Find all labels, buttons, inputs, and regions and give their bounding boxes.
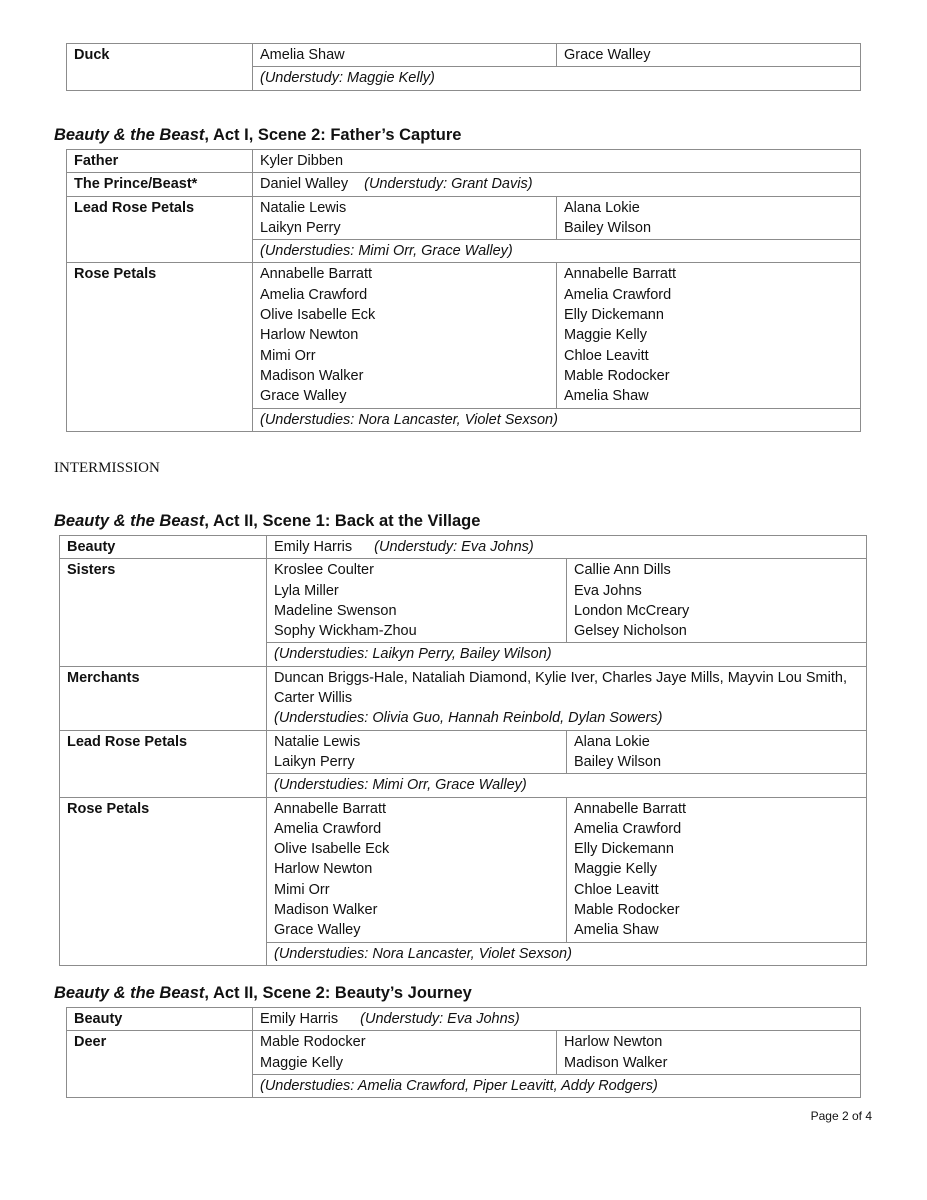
cast-name: Amelia Crawford [574,820,682,837]
role-deer: Deer [67,1031,253,1098]
heading-title-rest: , Act I, Scene 2: Father’s Capture [204,126,462,144]
cast-name: Lyla Miller [274,582,339,599]
cast-a [267,797,567,942]
cast-name: Grace Walley [274,922,361,939]
table-row [67,1008,861,1031]
heading-title-rest: , Act II, Scene 2: Beauty’s Journey [204,984,472,1002]
cast-name: Daniel Walley [260,176,349,193]
cast-name: Mimi Orr [260,347,316,364]
cast-b [567,730,867,774]
cast-name: Annabelle Barratt [564,266,677,283]
table-row [60,730,867,774]
cast-name: Madison Walker [564,1054,668,1071]
understudy: (Understudies: Nora Lancaster, Violet Sexson) [267,942,867,965]
cast-name: Madison Walker [260,367,364,384]
role-beauty: Beauty [60,536,267,559]
cast-name: Harlow Newton [260,327,359,344]
cast-name: Olive Isabelle Eck [274,841,390,858]
cast-name: Grace Walley [260,388,347,405]
table-row [60,536,867,559]
table-row [67,173,861,196]
cast-a [267,559,567,643]
cast-name: Amelia Shaw [260,47,345,63]
table-row [67,44,861,67]
cast-name: Emily Harris [274,539,353,555]
heading-title-italic: Beauty & the Beast [54,984,205,1002]
cast-name: Amelia Crawford [564,286,672,303]
cast-name: London McCreary [574,602,690,619]
table-row [67,150,861,173]
cast-name: Harlow Newton [274,861,373,878]
understudy: (Understudies: Laikyn Perry, Bailey Wilson) [267,643,867,666]
cast-name: Mable Rodocker [260,1034,366,1051]
act2-scene1-table [59,535,867,966]
cast-b [557,44,861,67]
cast-name: Mable Rodocker [574,902,680,919]
cast-name: Madeline Swenson [274,602,397,619]
cast-name: Elly Dickemann [574,841,674,858]
cast-a [253,44,557,67]
cast-name: Gelsey Nicholson [574,623,687,640]
understudy: (Understudy: Grant Davis) [364,176,533,193]
cast-b [567,559,867,643]
cast-a [253,196,557,240]
cast-names: Duncan Briggs-Hale, Nataliah Diamond, Kylie Iver, Charles Jaye Mills, Mayvin Lou Smith, Carter Willis [274,669,847,707]
page-number: Page 2 of 4 [810,1109,872,1123]
cast-b [557,263,861,408]
cast-b [567,797,867,942]
understudy: (Understudies: Nora Lancaster, Violet Sexson) [253,408,861,431]
understudy: (Understudies: Amelia Crawford, Piper Leavitt, Addy Rodgers) [253,1074,861,1097]
act2-scene2-table [66,1007,861,1098]
cast-name: Madison Walker [274,902,378,919]
heading-title-italic: Beauty & the Beast [54,512,205,530]
role-lead-rose-petals: Lead Rose Petals [67,196,253,263]
role-lead-rose-petals: Lead Rose Petals [60,730,267,797]
understudy: (Understudies: Olivia Guo, Hannah Reinbold, Dylan Sowers) [274,710,663,727]
cast-name: Maggie Kelly [260,1054,344,1071]
cast-a [253,1031,557,1075]
cast-name: Amelia Crawford [274,820,382,837]
cast-name: Laikyn Perry [260,219,341,236]
cast-name: Elly Dickemann [564,307,664,324]
cast-name: Sophy Wickham-Zhou [274,623,417,640]
section-heading-act1-scene2 [54,126,461,145]
role-rose-petals: Rose Petals [67,263,253,431]
duck-table [66,43,861,91]
cast-name: Bailey Wilson [564,219,652,236]
cast-name: Chloe Leavitt [564,347,649,364]
understudy: (Understudy: Eva Johns) [360,1011,520,1027]
section-heading-act2-scene1 [54,512,480,531]
section-heading-act2-scene2 [54,984,472,1003]
cast-name: Alana Lokie [574,733,650,750]
understudy: (Understudies: Mimi Orr, Grace Walley) [267,774,867,797]
cast-b [557,1031,861,1075]
cast-merchants [267,666,867,730]
cast-name: Grace Walley [564,47,651,63]
intermission-label: INTERMISSION [54,460,160,476]
understudy: (Understudy: Eva Johns) [374,539,534,555]
role-father: Father [67,150,253,173]
heading-title-italic: Beauty & the Beast [54,126,205,144]
role-sisters: Sisters [60,559,267,666]
cast-name: Mable Rodocker [564,367,670,384]
understudy: (Understudy: Maggie Kelly) [253,67,861,90]
cast-name: Amelia Shaw [574,922,659,939]
cast-name: Kroslee Coulter [274,562,374,579]
cast-name: Natalie Lewis [274,733,361,750]
cast-name: Olive Isabelle Eck [260,307,376,324]
cast-father: Kyler Dibben [253,150,861,173]
cast-a [267,730,567,774]
cast-name: Alana Lokie [564,199,640,216]
table-row [67,1031,861,1075]
cast-name: Annabelle Barratt [274,800,387,817]
cast-name: Maggie Kelly [574,861,658,878]
cast-name: Harlow Newton [564,1034,663,1051]
act1-scene2-table [66,149,861,432]
cast-name: Bailey Wilson [574,753,662,770]
cast-name: Chloe Leavitt [574,881,659,898]
table-row [60,666,867,730]
cast-name: Laikyn Perry [274,753,355,770]
cast-name: Maggie Kelly [564,327,648,344]
cast-beauty [267,536,867,559]
cast-beauty [253,1008,861,1031]
cast-name: Natalie Lewis [260,199,347,216]
table-row [60,559,867,643]
role-merchants: Merchants [60,666,267,730]
cast-name: Eva Johns [574,582,642,599]
cast-name: Annabelle Barratt [260,266,373,283]
cast-name: Annabelle Barratt [574,800,687,817]
role-duck: Duck [67,44,253,91]
cast-prince-beast [253,173,861,196]
cast-name: Amelia Shaw [564,388,649,405]
table-row [60,797,867,942]
role-beauty: Beauty [67,1008,253,1031]
understudy: (Understudies: Mimi Orr, Grace Walley) [253,240,861,263]
cast-name: Callie Ann Dills [574,562,671,579]
table-row [67,263,861,408]
cast-b [557,196,861,240]
role-rose-petals: Rose Petals [60,797,267,965]
cast-a [253,263,557,408]
cast-name: Mimi Orr [274,881,330,898]
heading-title-rest: , Act II, Scene 1: Back at the Village [204,512,481,530]
cast-name: Amelia Crawford [260,286,368,303]
role-prince-beast: The Prince/Beast* [67,173,253,196]
cast-name: Emily Harris [260,1011,339,1027]
table-row [67,196,861,240]
